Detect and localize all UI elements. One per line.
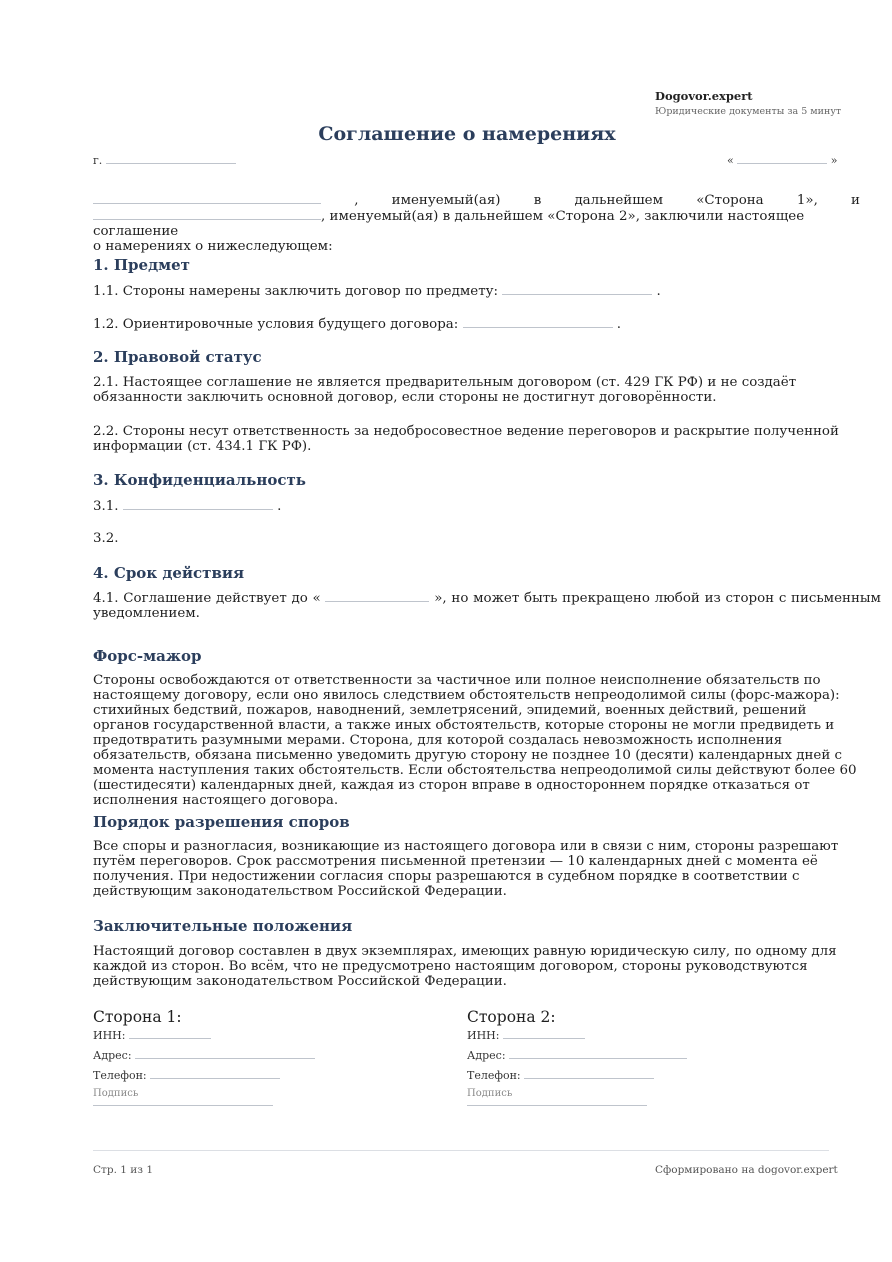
preamble-word: «Сторона [696, 193, 764, 208]
address-label: Адрес: [467, 1049, 506, 1062]
preamble-comma: , [354, 193, 359, 208]
document-title: Соглашение о намерениях [318, 123, 616, 145]
signature-block-party-1 [93, 1008, 393, 1106]
clause-1-1 [93, 283, 863, 299]
party2-name-blank[interactable] [93, 208, 321, 220]
preamble-line-3: о намерениях о нижеследующем: [93, 239, 333, 254]
clause-2-1: 2.1. Настоящее соглашение не является предварительным договором (ст. 429 ГК РФ) и не создаёт обязанности заключить основной договор, если стороны не достигнут договорённости. [93, 375, 797, 405]
party-2-address-blank[interactable] [509, 1047, 687, 1059]
clause-word: », [434, 591, 447, 606]
clause-3-2: 3.2. [93, 531, 119, 546]
party-1-title: Сторона 1: [93, 1008, 182, 1026]
party-2-phone-blank[interactable] [524, 1067, 654, 1079]
subject-blank[interactable] [502, 283, 652, 295]
city-prefix: г. [93, 154, 103, 167]
party-2-sign-caption: Подпись [467, 1088, 513, 1099]
clause-word: Соглашение [123, 591, 212, 606]
city-field [93, 152, 236, 168]
clause-word: письменным [791, 591, 881, 606]
clause-word: любой [654, 591, 700, 606]
brand-tagline: Юридические документы за 5 минут [655, 106, 842, 117]
party-2-inn-row [467, 1027, 767, 1043]
clause-word: прекращено [562, 591, 650, 606]
city-blank[interactable] [106, 152, 236, 164]
party-2-phone-row [467, 1067, 767, 1083]
clause-word: с [778, 591, 787, 606]
clause-4-1-line-1 [93, 590, 881, 606]
section-3-heading: 3. Конфиденциальность [93, 471, 306, 489]
date-blank[interactable] [737, 152, 827, 164]
clause-word: « [312, 591, 321, 606]
party-2-title: Сторона 2: [467, 1008, 556, 1026]
party-1-sign-caption: Подпись [93, 1088, 139, 1099]
section-2-heading: 2. Правовой статус [93, 348, 262, 366]
clause-word: из [704, 591, 721, 606]
preamble-line-1 [93, 192, 860, 208]
preamble-word: дальнейшем [574, 193, 664, 208]
clause-word: 4.1. [93, 591, 119, 606]
final-provisions-heading: Заключительные положения [93, 917, 353, 935]
clause-word: до [291, 591, 308, 606]
disputes-text: Все споры и разногласия, возникающие из настоящего договора или в связи с ним, стороны разрешают путём переговоров. Срок рассмотрения письменной претензии — 10 календарных дней с момента её получения. При недостижении согласия споры разрешаются в судебном порядке в соответствии с действующим законодательством Российской Федерации. [93, 839, 839, 899]
clause-4-1 [93, 590, 881, 621]
party1-name-blank[interactable] [93, 192, 321, 204]
party-1-address-blank[interactable] [135, 1047, 315, 1059]
preamble-word: в [533, 193, 542, 208]
date-open-quote: « [727, 154, 734, 167]
force-majeure-text: Стороны освобождаются от ответственности за частичное или полное неисполнение обязательств по настоящему договору, если оно явилось следствием обстоятельств непреодолимой силы (форс-мажора): стихийных бедствий, пожаров, наводнений, землетрясений, эпидемий, военных действий, решений органов государственной власти, а также иных обстоятельств, которые стороны не могли предвидеть и предотвратить разумными мерами. Сторона, для которой создалась невозможность исполнения обязательств, обязана письменно уведомить другую сторону не позднее 10 (десяти) календарных дней с момента наступления таких обстоятельств. Если обстоятельства непреодолимой силы действуют более 60 (шестидесяти) календарных дней, каждая из сторон вправе в одностороннем порядке отказаться от исполнения настоящего договора. [93, 673, 857, 808]
clause-dot: . [277, 499, 282, 514]
inn-label: ИНН: [93, 1029, 126, 1042]
party-1-phone-blank[interactable] [150, 1067, 280, 1079]
preamble-line-2 [93, 208, 860, 239]
clause-word: может [473, 591, 520, 606]
footer-divider [93, 1150, 829, 1151]
section-1-heading: 1. Предмет [93, 256, 190, 274]
party-2-signature-line[interactable] [467, 1105, 647, 1106]
party-1-phone-row [93, 1067, 393, 1083]
clause-1-2-text: 1.2. Ориентировочные условия будущего договора: [93, 317, 459, 332]
party-1-address-row [93, 1047, 393, 1063]
date-close-quote: » [830, 154, 838, 167]
disputes-heading: Порядок разрешения споров [93, 813, 350, 831]
final-provisions-text: Настоящий договор составлен в двух экземплярах, имеющих равную юридическую силу, по одному для каждой из сторон. Во всём, что не предусмотрено настоящим договором, стороны руководствуются действующим законодательством Российской Федерации. [93, 944, 837, 989]
terms-blank[interactable] [463, 316, 613, 328]
section-4-heading: 4. Срок действия [93, 564, 245, 582]
party-1-inn-blank[interactable] [129, 1027, 211, 1039]
address-label: Адрес: [93, 1049, 132, 1062]
phone-label: Телефон: [93, 1069, 147, 1082]
inn-label: ИНН: [467, 1029, 500, 1042]
expiry-date-blank[interactable] [325, 590, 429, 602]
preamble-word: и [851, 193, 860, 208]
preamble [93, 192, 860, 254]
clause-1-1-text: 1.1. Стороны намерены заключить договор по предмету: [93, 284, 498, 299]
party-2-address-row [467, 1047, 767, 1063]
clause-word: действует [216, 591, 287, 606]
force-majeure-heading: Форс-мажор [93, 647, 202, 665]
phone-label: Телефон: [467, 1069, 521, 1082]
party-1-inn-row [93, 1027, 393, 1043]
clause-dot: . [616, 317, 622, 332]
clause-word: быть [524, 591, 558, 606]
clause-word: сторон [725, 591, 775, 606]
footer-generated-note: Сформировано на dogovor.expert [655, 1164, 838, 1176]
clause-4-1-line-2: уведомлением. [93, 606, 200, 621]
preamble-line-2-text: , именуемый(ая) в дальнейшем «Сторона 2», заключили настоящее соглашение [93, 209, 805, 239]
clause-3-1-text: 3.1. [93, 499, 119, 514]
party-1-signature-line[interactable] [93, 1105, 273, 1106]
preamble-word: 1», [796, 193, 818, 208]
footer-page-number: Стр. 1 из 1 [93, 1164, 154, 1176]
clause-dot: . [656, 284, 661, 299]
brand-name: Dogovor.expert [655, 89, 753, 103]
clause-3-1 [93, 498, 863, 514]
confidential-blank[interactable] [123, 498, 273, 510]
preamble-word: именуемый(ая) [391, 193, 501, 208]
clause-1-2 [93, 316, 863, 332]
date-field [727, 152, 837, 168]
clause-word: но [451, 591, 469, 606]
clause-2-2: 2.2. Стороны несут ответственность за недобросовестное ведение переговоров и раскрытие полученной информации (ст. 434.1 ГК РФ). [93, 424, 839, 454]
signature-block-party-2 [467, 1008, 767, 1106]
party-2-inn-blank[interactable] [503, 1027, 585, 1039]
